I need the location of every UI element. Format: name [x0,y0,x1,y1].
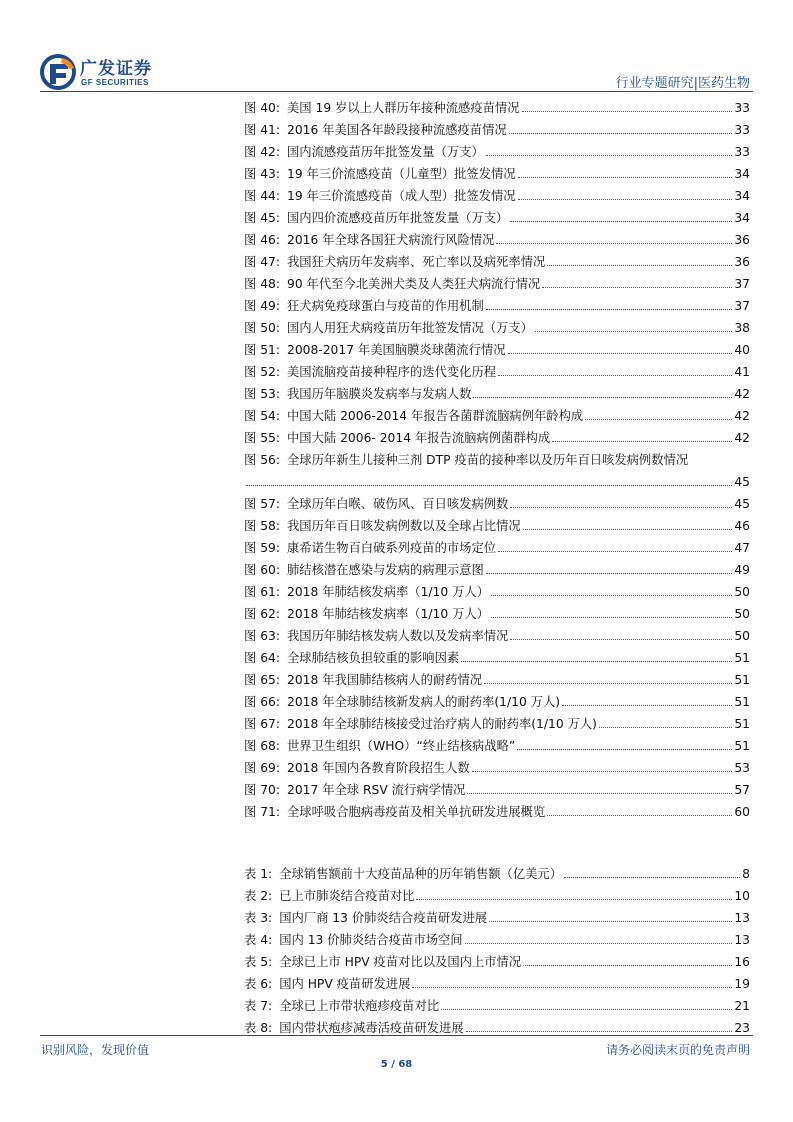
figure-entry[interactable] [244,578,750,600]
toc-leader-dots [509,133,733,134]
toc-title: 世界卫生组织（WHO）“终止结核病战略” [287,739,516,753]
toc-page-number: 19 [734,977,750,991]
toc-page-number: 51 [734,717,750,731]
toc-title: 2018 年全球肺结核新发病人的耐药率(1/10 万人) [287,695,561,709]
toc-leader-dots [508,353,733,354]
figure-entry[interactable] [244,160,750,182]
toc-label: 图 49: [244,299,280,313]
toc-leader-dots [518,199,733,200]
toc-leader-dots [467,793,732,794]
figure-entry[interactable] [244,666,750,688]
toc-title: 国内 13 价肺炎结合疫苗市场空间 [279,933,463,947]
toc-label: 表 4: [244,933,273,947]
toc-leader-dots [535,331,732,332]
toc-page-number: 21 [734,999,750,1013]
toc-label: 图 53: [244,387,280,401]
toc-leader-dots [510,221,732,222]
figure-entry[interactable] [244,512,750,534]
toc-title: 2018 年肺结核发病率（1/10 万人） [287,585,489,599]
toc-leader-dots [465,943,733,944]
toc-title: 中国大陆 2006-2014 年报告各菌群流脑病例年龄构成 [287,409,584,423]
toc-title: 国内流感疫苗历年批签发量（万支） [287,145,484,159]
toc-title: 全球销售额前十大疫苗品种的历年销售额（亿美元） [279,867,563,881]
table-entry[interactable] [244,904,750,926]
toc-page-number: 42 [734,409,750,423]
toc-title: 90 年代至今北美洲犬类及人类狂犬病流行情况 [287,277,541,291]
toc-page-number: 13 [734,911,750,925]
toc-leader-dots [542,287,732,288]
toc-leader-dots [523,965,732,966]
toc-leader-dots [510,639,732,640]
toc-line [244,468,750,490]
toc-leader-dots [486,309,733,310]
figure-entry[interactable] [244,182,750,204]
toc-label: 图 50: [244,321,280,335]
toc-label: 图 44: [244,189,280,203]
figure-entry[interactable] [244,534,750,556]
toc-page-number: 34 [734,211,750,225]
table-entry[interactable] [244,970,750,992]
toc-page-number: 60 [734,805,750,819]
toc-page-number: 36 [734,255,750,269]
gf-logo-icon [40,54,76,90]
figure-entry[interactable] [244,358,750,380]
toc-title: 19 年三价流感疫苗（成人型）批签发情况 [287,189,516,203]
toc-title: 国内厂商 13 价肺炎结合疫苗研发进展 [279,911,488,925]
figure-entry[interactable] [244,556,750,578]
toc-label: 表 5: [244,955,273,969]
toc-title: 狂犬病免疫球蛋白与疫苗的作用机制 [287,299,484,313]
toc-label: 表 7: [244,999,273,1013]
toc-leader-dots [552,441,732,442]
toc-title: 国内四价流感疫苗历年批签发量（万支） [287,211,509,225]
toc-title: 2016 年美国各年龄段接种流感疫苗情况 [287,123,507,137]
toc-title: 康希诺生物百白破系列疫苗的市场定位 [287,541,497,555]
figure-entry[interactable] [244,138,750,160]
figure-entry[interactable] [244,380,750,402]
toc-leader-dots [491,617,732,618]
toc-label: 图 61: [244,585,280,599]
toc-page-number: 49 [734,563,750,577]
toc-label: 表 1: [244,867,273,881]
figure-entry[interactable] [244,402,750,424]
toc-label: 图 64: [244,651,280,665]
toc-leader-dots [472,771,733,772]
toc-leader-dots [412,987,732,988]
toc-title: 我国历年肺结核发病人数以及发病率情况 [287,629,509,643]
toc-leader-dots [473,397,732,398]
toc-label: 图 63: [244,629,280,643]
footer-disclaimer: 请务必阅读末页的免责声明 [605,1043,750,1057]
toc-label: 表 8: [244,1021,273,1035]
table-entry[interactable] [244,1014,750,1036]
toc-title: 我国狂犬病历年发病率、死亡率以及病死率情况 [287,255,546,269]
table-entry[interactable] [244,926,750,948]
figure-entry[interactable] [244,490,750,512]
figure-entry[interactable] [244,270,750,292]
figure-entry[interactable] [244,424,750,446]
toc-leader-dots [523,529,733,530]
page-header [0,0,793,96]
toc-label: 图 54: [244,409,280,423]
toc-label: 表 2: [244,889,273,903]
toc-label: 表 3: [244,911,273,925]
toc-page-number: 42 [734,387,750,401]
page-number: 5 / 68 [380,1059,413,1070]
toc-leader-dots [246,485,732,486]
header-divider [40,91,753,92]
toc-page-number: 57 [734,783,750,797]
toc-title: 美国 19 岁以上人群历年接种流感疫苗情况 [287,101,520,115]
toc-page-number: 47 [734,541,750,555]
toc-label: 图 46: [244,233,280,247]
toc-label: 图 65: [244,673,280,687]
toc-title: 国内带状疱疹减毒活疫苗研发进展 [279,1021,464,1035]
toc-leader-dots [562,705,732,706]
figure-entry[interactable] [244,226,750,248]
toc-line [244,446,750,468]
toc-leader-dots [585,419,732,420]
toc-page-number: 36 [734,233,750,247]
toc-title: 国内 HPV 疫苗研发进展 [279,977,411,991]
footer-divider [40,1035,753,1036]
toc-title: 2016 年全球各国狂犬病流行风险情况 [287,233,495,247]
table-entry[interactable] [244,882,750,904]
toc-label: 图 62: [244,607,280,621]
toc-label: 图 69: [244,761,280,775]
toc-title: 我国历年百日咳发病例数以及全球占比情况 [287,519,521,533]
toc-title: 国内人用狂犬病疫苗历年批签发情况（万支） [287,321,533,335]
toc-page-number: 33 [734,101,750,115]
toc-title: 2018 年全球肺结核接受过治疗病人的耐药率(1/10 万人) [287,717,597,731]
toc-title: 已上市肺炎结合疫苗对比 [279,889,415,903]
figure-entry[interactable] [244,754,750,776]
toc-page-number: 38 [734,321,750,335]
toc-label: 图 43: [244,167,280,181]
figure-entry[interactable] [244,732,750,754]
toc-page-number: 34 [734,167,750,181]
figure-entry[interactable] [244,314,750,336]
toc-page-number: 51 [734,695,750,709]
toc-label: 图 56: [244,453,280,467]
figure-entry[interactable] [244,710,750,732]
toc-title: 全球历年新生儿接种三剂 DTP 疫苗的接种率以及历年百日咳发病例数情况 [287,453,689,467]
toc-label: 图 41: [244,123,280,137]
toc-page-number: 16 [734,955,750,969]
toc-page-number: 42 [734,431,750,445]
toc-title: 2018 年肺结核发病率（1/10 万人） [287,607,489,621]
figure-entry[interactable] [244,204,750,226]
toc-leader-dots [547,265,732,266]
toc-title: 肺结核潜在感染与发病的病理示意图 [287,563,484,577]
figure-entry[interactable] [244,776,750,798]
toc-leader-dots [461,661,732,662]
toc-leader-dots [491,595,732,596]
toc-page-number: 51 [734,739,750,753]
toc-label: 图 52: [244,365,280,379]
toc-title: 全球已上市带状疱疹疫苗对比 [279,999,440,1013]
toc-title: 全球历年白喉、破伤风、百日咳发病例数 [287,497,509,511]
toc-label: 图 71: [244,805,280,819]
toc-leader-dots [466,1031,733,1032]
toc-title: 2017 年全球 RSV 流行病学情况 [287,783,466,797]
toc-label: 图 42: [244,145,280,159]
report-type: 行业专题研究|医药生物 [615,76,750,91]
toc-page-number: 45 [734,475,750,489]
toc-page-number: 37 [734,299,750,313]
toc-label: 图 60: [244,563,280,577]
toc-page-number: 51 [734,673,750,687]
table-index [244,860,750,1036]
toc-title: 2018 年我国肺结核病人的耐药情况 [287,673,483,687]
toc-title: 美国流脑疫苗接种程序的迭代变化历程 [287,365,497,379]
toc-title: 我国历年脑膜炎发病率与发病人数 [287,387,472,401]
toc-leader-dots [489,921,732,922]
toc-leader-dots [547,815,732,816]
toc-leader-dots [518,177,733,178]
toc-page-number: 50 [734,629,750,643]
toc-title: 2008-2017 年美国脑膜炎球菌流行情况 [287,343,506,357]
table-entry[interactable] [244,948,750,970]
toc-page-number: 10 [734,889,750,903]
toc-label: 图 68: [244,739,280,753]
toc-page-number: 23 [734,1021,750,1035]
toc-page-number: 45 [734,497,750,511]
table-entry[interactable] [244,860,750,882]
toc-leader-dots [486,573,733,574]
toc-label: 图 48: [244,277,280,291]
logo-chinese-name: 广发证券 [80,59,152,79]
toc-label: 图 51: [244,343,280,357]
figure-entry[interactable] [244,94,750,116]
toc-title: 2018 年国内各教育阶段招生人数 [287,761,470,775]
toc-label: 图 57: [244,497,280,511]
footer-slogan: 识别风险，发现价值 [41,1043,150,1057]
toc-page-number: 41 [734,365,750,379]
toc-label: 图 45: [244,211,280,225]
toc-leader-dots [517,749,732,750]
figure-entry[interactable] [244,600,750,622]
figure-entry[interactable] [244,644,750,666]
figure-entry[interactable] [244,798,750,820]
toc-label: 图 66: [244,695,280,709]
toc-label: 图 58: [244,519,280,533]
toc-leader-dots [486,155,733,156]
toc-page-number: 37 [734,277,750,291]
toc-leader-dots [564,877,740,878]
toc-page-number: 33 [734,123,750,137]
toc-label: 图 47: [244,255,280,269]
toc-label: 图 55: [244,431,280,445]
toc-page-number: 50 [734,607,750,621]
toc-page-number: 46 [734,519,750,533]
toc-page-number: 40 [734,343,750,357]
figure-entry[interactable] [244,292,750,314]
table-entry[interactable] [244,992,750,1014]
toc-leader-dots [498,375,732,376]
toc-leader-dots [416,899,732,900]
toc-page-number: 33 [734,145,750,159]
toc-leader-dots [510,507,732,508]
figure-entry[interactable] [244,248,750,270]
toc-leader-dots [484,683,732,684]
toc-title: 19 年三价流感疫苗（儿童型）批签发情况 [287,167,516,181]
toc-title: 中国大陆 2006- 2014 年报告流脑病例菌群构成 [287,431,551,445]
toc-leader-dots [599,727,732,728]
toc-page-number: 51 [734,651,750,665]
toc-leader-dots [522,111,733,112]
figure-index [244,94,750,820]
figure-entry[interactable] [244,688,750,710]
figure-entry[interactable] [244,336,750,358]
toc-page-number: 53 [734,761,750,775]
toc-label: 图 59: [244,541,280,555]
figure-entry[interactable] [244,446,750,490]
toc-title: 全球呼吸合胞病毒疫苗及相关单抗研发进展概览 [287,805,546,819]
toc-title: 全球已上市 HPV 疫苗对比以及国内上市情况 [279,955,522,969]
toc-leader-dots [498,551,732,552]
toc-page-number: 8 [742,867,750,881]
toc-page-number: 50 [734,585,750,599]
figure-entry[interactable] [244,116,750,138]
company-logo [40,54,190,94]
figure-entry[interactable] [244,622,750,644]
toc-leader-dots [441,1009,732,1010]
toc-label: 表 6: [244,977,273,991]
toc-title: 全球肺结核负担较重的影响因素 [287,651,460,665]
toc-label: 图 40: [244,101,280,115]
toc-label: 图 70: [244,783,280,797]
toc-page-number: 13 [734,933,750,947]
logo-english-name: GF SECURITIES [81,78,149,87]
toc-page-number: 34 [734,189,750,203]
toc-leader-dots [496,243,732,244]
toc-label: 图 67: [244,717,280,731]
